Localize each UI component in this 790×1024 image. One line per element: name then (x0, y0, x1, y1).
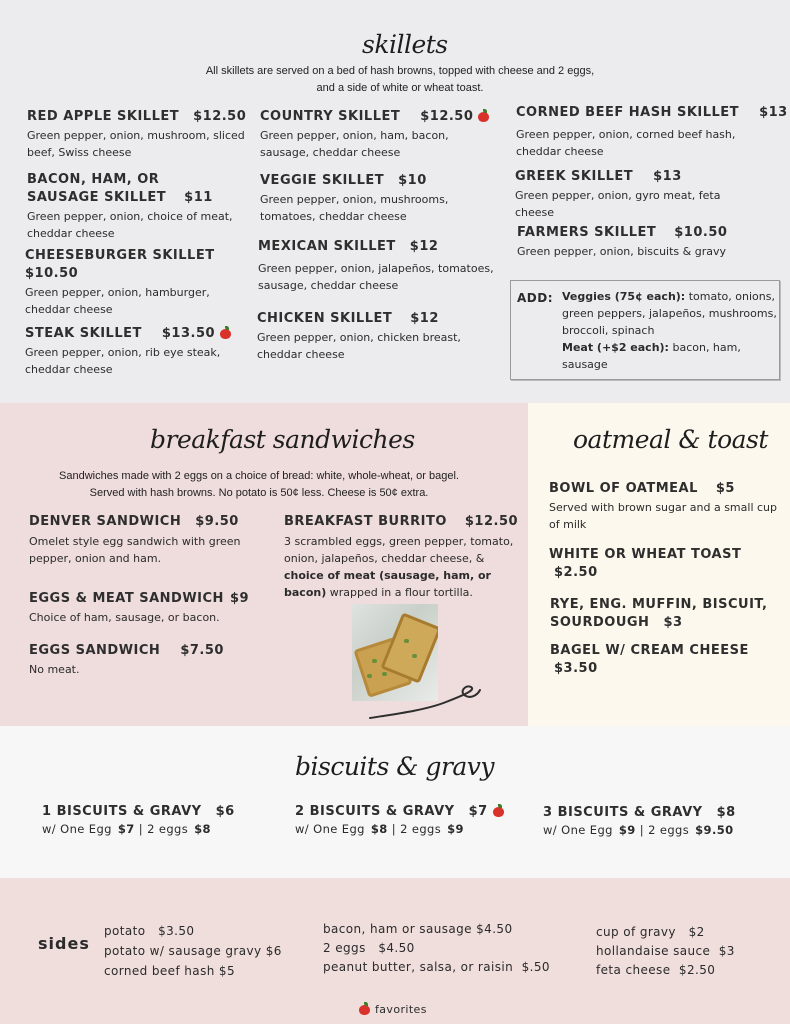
item-name: EGGS & MEAT SANDWICH (29, 591, 224, 606)
menu-item-bacon-ham-sausage-skillet (27, 171, 257, 242)
veggies-text: tomato, onions, green peppers, jalapeños, mushrooms, broccoli, spinach (562, 290, 777, 337)
item-price: $12 (409, 239, 439, 254)
meat-text: bacon, ham, sausage (562, 341, 741, 371)
skillets-note (150, 63, 650, 97)
item-name: COUNTRY SKILLET (260, 109, 401, 124)
item-name: GREEK SKILLET (515, 169, 634, 184)
menu-item-veggie-skillet (260, 172, 500, 225)
item-description-bold: choice of meat (sausage, ham, or bacon) (284, 569, 491, 599)
item-description: Omelet style egg sandwich with green pepper, onion and ham. (29, 535, 241, 565)
apple-icon (359, 1003, 370, 1014)
menu-item-mexican-skillet (258, 238, 503, 294)
skillets-note-line1: All skillets are served on a bed of hash browns, topped with cheese and 2 eggs, (205, 65, 595, 77)
sides-column-3 (596, 923, 735, 980)
side-item: hollandaise sauce $3 (596, 944, 735, 958)
item-price: $12.50 (193, 109, 247, 124)
two-eggs-price: $9 (447, 822, 464, 836)
apple-icon (220, 327, 231, 338)
item-price: $9.50 (195, 514, 239, 529)
item-description: 3 scrambled eggs, green pepper, tomato, onion, jalapeños, cheddar cheese, & (284, 535, 514, 565)
item-price: $12.50 (420, 109, 474, 124)
favorites-legend (359, 1003, 427, 1016)
menu-item-1-biscuits-gravy (42, 803, 235, 836)
one-egg-label: w/ One Egg (295, 822, 365, 836)
item-price: $13 (653, 169, 682, 184)
one-egg-label: w/ One Egg (42, 822, 112, 836)
item-description: Green pepper, onion, mushrooms, tomatoes, cheddar cheese (260, 193, 449, 223)
item-description: Green pepper, onion, gyro meat, feta cheese (515, 189, 721, 219)
side-item: bacon, ham or sausage $4.50 (323, 922, 513, 936)
item-description: Green pepper, onion, hamburger, cheddar cheese (25, 286, 210, 316)
favorites-label: favorites (375, 1003, 427, 1016)
item-name: DENVER SANDWICH (29, 514, 182, 529)
apple-icon (493, 805, 504, 816)
item-description: No meat. (29, 663, 80, 676)
item-name: CHEESEBURGER SKILLET (25, 248, 215, 263)
item-description: Green pepper, onion, biscuits & gravy (517, 245, 726, 258)
item-price: $3 (663, 615, 683, 630)
one-egg-label: w/ One Egg (543, 823, 613, 837)
item-price: $10 (398, 173, 427, 188)
item-price: $5 (715, 481, 735, 496)
item-name: CHICKEN SKILLET (257, 311, 393, 326)
sides-title: sides (38, 934, 90, 953)
menu-item-red-apple-skillet (27, 108, 257, 161)
item-name: 2 BISCUITS & GRAVY (295, 804, 455, 819)
item-price: $10.50 (674, 225, 728, 240)
menu-item-steak-skillet (25, 325, 255, 378)
item-price: $7.50 (180, 643, 224, 658)
swirl-decoration (366, 684, 482, 722)
item-name: FARMERS SKILLET (517, 225, 657, 240)
item-price: $10.50 (25, 266, 79, 281)
sandwiches-note (14, 468, 504, 502)
sides-column-1 (104, 921, 282, 981)
side-item: cup of gravy $2 (596, 925, 705, 939)
side-item: potato w/ sausage gravy $6 (104, 944, 282, 958)
biscuits-title: biscuits & gravy (295, 752, 495, 781)
item-price: $6 (215, 804, 235, 819)
item-price: $11 (184, 190, 213, 205)
one-egg-price: $7 (117, 822, 135, 836)
item-price: $13 (759, 105, 788, 120)
item-price: $12.50 (464, 514, 519, 529)
item-name-line1: BACON, HAM, OR (27, 172, 160, 187)
item-name: BREAKFAST BURRITO (284, 514, 447, 529)
item-description: Green pepper, onion, ham, bacon, sausage, cheddar cheese (260, 129, 449, 159)
item-price: $13.50 (161, 326, 216, 341)
separator: | (639, 823, 645, 837)
biscuits-section (0, 726, 790, 878)
item-description-end: wrapped in a flour tortilla. (326, 586, 473, 599)
menu-item-eggs-sandwich (29, 642, 269, 678)
item-name: STEAK SKILLET (25, 326, 142, 341)
item-description: Green pepper, onion, corned beef hash, cheddar cheese (516, 128, 736, 158)
item-description: Served with brown sugar and a small cup of milk (549, 501, 777, 531)
item-name: BOWL OF OATMEAL (549, 481, 698, 496)
side-item: corned beef hash $5 (104, 964, 236, 978)
two-eggs-label: 2 eggs (147, 822, 189, 836)
item-price: $3.50 (554, 661, 598, 676)
menu-item-greek-skillet (515, 168, 745, 221)
item-name-line2: SAUSAGE SKILLET (27, 190, 167, 205)
item-description: Choice of ham, sausage, or bacon. (29, 611, 220, 624)
item-name: 1 BISCUITS & GRAVY (42, 804, 202, 819)
veggies-label: Veggies (75¢ each): (562, 290, 686, 303)
side-item: 2 eggs $4.50 (323, 941, 415, 955)
separator: | (391, 822, 397, 836)
sandwiches-note-line1: Sandwiches made with 2 eggs on a choice of bread: white, whole-wheat, or bagel. (59, 470, 459, 482)
menu-item-bowl-of-oatmeal (549, 480, 779, 533)
menu-item-white-wheat-toast (549, 546, 779, 582)
item-name: 3 BISCUITS & GRAVY (543, 805, 703, 820)
skillets-note-line2: and a side of white or wheat toast. (316, 82, 484, 94)
item-price: $12 (410, 311, 439, 326)
item-description: Green pepper, onion, jalapeños, tomatoes, sausage, cheddar cheese (258, 262, 494, 292)
one-egg-price: $8 (370, 822, 388, 836)
side-item: feta cheese $2.50 (596, 963, 716, 977)
item-name-line1: RYE, ENG. MUFFIN, BISCUIT, (550, 597, 768, 612)
item-price: $8 (716, 805, 736, 820)
item-name: BAGEL W/ CREAM CHEESE (550, 643, 749, 658)
separator: | (138, 822, 144, 836)
add-ons-text (562, 288, 777, 373)
two-eggs-price: $8 (194, 822, 211, 836)
side-item: peanut butter, salsa, or raisin $.50 (323, 960, 550, 974)
one-egg-price: $9 (618, 823, 636, 837)
sides-column-2 (323, 920, 550, 977)
menu-item-breakfast-burrito (284, 513, 519, 601)
add-label: ADD: (517, 291, 554, 305)
item-price: $7 (468, 804, 488, 819)
item-price: $2.50 (554, 565, 598, 580)
menu-item-chicken-skillet (257, 310, 497, 363)
item-description: Green pepper, onion, chicken breast, cheddar cheese (257, 331, 461, 361)
item-name: WHITE OR WHEAT TOAST (549, 547, 742, 562)
oatmeal-title: oatmeal & toast (573, 425, 768, 454)
item-description: Green pepper, onion, mushroom, sliced beef, Swiss cheese (27, 129, 245, 159)
item-name: RED APPLE SKILLET (27, 109, 180, 124)
side-item: potato $3.50 (104, 924, 195, 938)
item-price: $9 (229, 591, 250, 606)
two-eggs-price: $9.50 (695, 823, 734, 837)
menu-item-rye-muffin-biscuit-sourdough (550, 596, 785, 632)
menu-item-bagel-cream-cheese (550, 642, 785, 678)
skillets-title: skillets (362, 30, 448, 59)
menu-item-eggs-meat-sandwich (29, 590, 269, 626)
item-name: EGGS SANDWICH (29, 643, 161, 658)
meat-label: Meat (+$2 each): (562, 341, 669, 354)
menu-item-farmers-skillet (517, 224, 782, 260)
menu-item-denver-sandwich (29, 513, 269, 567)
menu-item-cheeseburger-skillet (25, 247, 255, 318)
menu-item-country-skillet (260, 108, 500, 161)
two-eggs-label: 2 eggs (400, 822, 442, 836)
apple-icon (478, 110, 489, 121)
menu-item-2-biscuits-gravy (295, 803, 504, 836)
item-name: CORNED BEEF HASH SKILLET (516, 105, 740, 120)
item-name: VEGGIE SKILLET (260, 173, 385, 188)
menu-item-corned-beef-hash-skillet (516, 104, 788, 160)
sandwiches-title: breakfast sandwiches (150, 425, 415, 454)
sandwiches-note-line2: Served with hash browns. No potato is 50¢ less. Cheese is 50¢ extra. (89, 487, 429, 499)
item-name: MEXICAN SKILLET (258, 239, 396, 254)
item-name-line2: SOURDOUGH (550, 615, 650, 630)
item-description: Green pepper, onion, rib eye steak, cheddar cheese (25, 346, 221, 376)
item-description: Green pepper, onion, choice of meat, cheddar cheese (27, 210, 233, 240)
menu-item-3-biscuits-gravy (543, 804, 736, 837)
add-ons-box (510, 280, 780, 380)
two-eggs-label: 2 eggs (648, 823, 690, 837)
